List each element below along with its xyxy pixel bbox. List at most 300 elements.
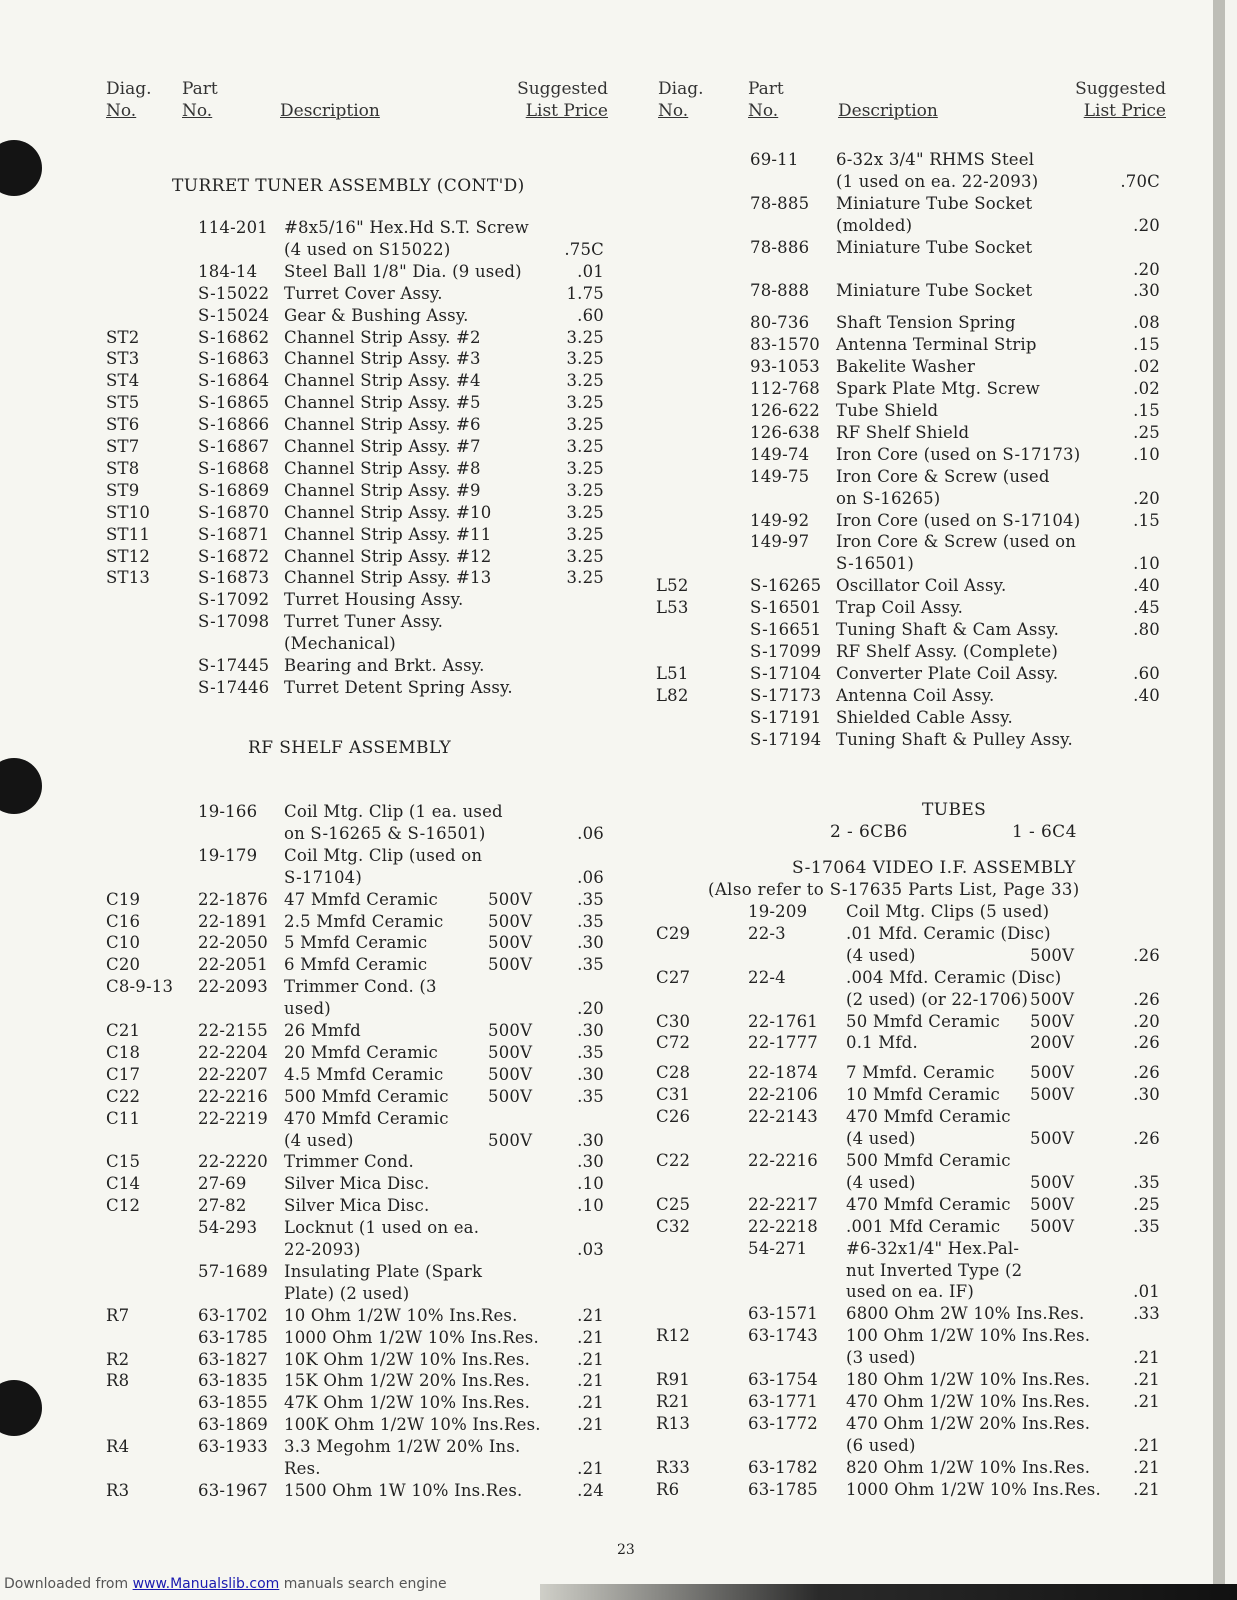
diag-cell: C8-9-13 bbox=[106, 977, 174, 997]
part-cell: 22-2220 bbox=[198, 1152, 268, 1172]
price-cell: .21 bbox=[1133, 1435, 1160, 1455]
diag-cell: ST12 bbox=[106, 546, 151, 566]
description-cell: Silver Mica Disc. bbox=[284, 1174, 430, 1194]
price-cell: .25 bbox=[1133, 422, 1160, 442]
description-cell: 10K Ohm 1/2W 10% Ins.Res. bbox=[284, 1349, 531, 1369]
description-cell: 500 Mmfd Ceramic bbox=[284, 1086, 449, 1106]
description-cell: (2 used) (or 22-1706) bbox=[846, 989, 1028, 1009]
part-cell: 57-1689 bbox=[198, 1261, 268, 1281]
part-cell: 80-736 bbox=[750, 313, 810, 333]
price-cell: .30 bbox=[577, 933, 604, 953]
header-list-price: Suggested List Price bbox=[1075, 79, 1166, 121]
price-cell: 3.25 bbox=[566, 524, 604, 544]
description-cell: 5 Mmfd Ceramic bbox=[284, 933, 428, 953]
price-cell: .26 bbox=[1133, 1063, 1160, 1083]
part-cell: 22-1777 bbox=[748, 1033, 818, 1053]
price-cell: .30 bbox=[577, 1130, 604, 1150]
price-cell: .35 bbox=[577, 911, 604, 931]
part-cell: 22-2219 bbox=[198, 1108, 268, 1128]
price-cell: .15 bbox=[1133, 510, 1160, 530]
description-cell: used on ea. IF) bbox=[846, 1282, 974, 1302]
price-cell: .20 bbox=[1133, 1011, 1160, 1031]
price-cell: 3.25 bbox=[566, 458, 604, 478]
description-cell: on S-16265) bbox=[836, 488, 941, 508]
part-cell: 22-2216 bbox=[748, 1151, 818, 1170]
price-cell: .26 bbox=[1133, 945, 1160, 965]
part-cell: 63-1933 bbox=[198, 1437, 268, 1457]
voltage-cell: 500V bbox=[1030, 1063, 1075, 1083]
description-cell: 50 Mmfd Ceramic bbox=[846, 1011, 1000, 1031]
part-cell: 126-638 bbox=[750, 422, 820, 442]
description-cell: 0.1 Mfd. bbox=[846, 1033, 918, 1053]
diag-cell: C28 bbox=[656, 1063, 691, 1083]
price-cell: .35 bbox=[1133, 1172, 1160, 1192]
description-cell: Turret Tuner Assy. bbox=[284, 612, 444, 632]
diag-cell: R2 bbox=[106, 1349, 130, 1369]
price-cell: .02 bbox=[1133, 379, 1160, 399]
part-cell: S-16867 bbox=[198, 437, 270, 456]
part-cell: S-15024 bbox=[198, 305, 270, 325]
punch-hole bbox=[0, 1380, 42, 1436]
description-cell: Turret Detent Spring Assy. bbox=[284, 677, 513, 697]
diag-cell: L52 bbox=[656, 576, 689, 596]
part-cell: 78-886 bbox=[750, 237, 810, 257]
price-cell: .21 bbox=[1133, 1391, 1160, 1411]
description-cell: Channel Strip Assy. #10 bbox=[284, 502, 492, 522]
diag-cell: ST10 bbox=[106, 502, 151, 522]
description-cell: S-17104) bbox=[284, 867, 363, 887]
diag-cell: L82 bbox=[656, 685, 689, 705]
price-cell: .20 bbox=[1133, 488, 1160, 508]
description-cell: 100K Ohm 1/2W 10% Ins.Res. bbox=[284, 1415, 541, 1435]
part-cell: S-16871 bbox=[198, 524, 270, 544]
voltage-cell: 200V bbox=[1030, 1033, 1075, 1053]
description-cell: used) bbox=[284, 999, 331, 1019]
part-cell: 149-75 bbox=[750, 466, 810, 486]
price-cell: .80 bbox=[1133, 620, 1160, 639]
part-cell: S-16501 bbox=[750, 598, 822, 618]
description-cell: 470 Ohm 1/2W 10% Ins.Res. bbox=[846, 1391, 1091, 1411]
description-cell: Channel Strip Assy. #2 bbox=[284, 327, 481, 347]
part-cell: S-17446 bbox=[198, 677, 270, 697]
part-cell: S-17092 bbox=[198, 590, 270, 610]
price-cell: .10 bbox=[1133, 444, 1160, 464]
voltage-cell: 500V bbox=[1030, 1011, 1075, 1031]
part-cell: S-16862 bbox=[198, 327, 270, 347]
description-cell: 470 Ohm 1/2W 20% Ins.Res. bbox=[846, 1413, 1091, 1433]
description-cell: S-16501) bbox=[836, 554, 915, 574]
diag-cell: C14 bbox=[106, 1174, 141, 1194]
price-cell: .30 bbox=[577, 1021, 604, 1040]
part-cell: S-16651 bbox=[750, 620, 822, 639]
price-cell: .21 bbox=[577, 1393, 604, 1413]
diag-cell: C22 bbox=[106, 1086, 141, 1106]
part-cell: S-15022 bbox=[198, 283, 270, 303]
description-cell: Coil Mtg. Clips (5 used) bbox=[846, 902, 1050, 921]
part-cell: 22-2217 bbox=[748, 1194, 818, 1214]
diag-cell: ST4 bbox=[106, 371, 140, 391]
price-cell: .40 bbox=[1133, 685, 1160, 705]
diag-cell: R4 bbox=[106, 1437, 130, 1457]
diag-cell: C12 bbox=[106, 1196, 141, 1216]
header-list-price: Suggested List Price bbox=[517, 79, 608, 121]
part-cell: 63-1869 bbox=[198, 1415, 268, 1435]
description-cell: Iron Core (used on S-17104) bbox=[836, 510, 1081, 530]
price-cell: .33 bbox=[1133, 1304, 1160, 1324]
diag-cell: R6 bbox=[656, 1479, 680, 1499]
description-cell: #8x5/16" Hex.Hd S.T. Screw bbox=[284, 218, 529, 237]
part-cell: S-16863 bbox=[198, 349, 270, 369]
header-description: Description bbox=[838, 101, 938, 121]
download-footer: Downloaded from www.Manualslib.com manuals search engine bbox=[4, 1576, 447, 1592]
diag-cell: L53 bbox=[656, 598, 689, 618]
price-cell: 3.25 bbox=[566, 546, 604, 566]
price-cell: .25 bbox=[1133, 1194, 1160, 1214]
description-cell: .01 Mfd. Ceramic (Disc) bbox=[846, 923, 1051, 943]
diag-cell: C19 bbox=[106, 889, 141, 909]
part-cell: 19-166 bbox=[198, 802, 258, 821]
description-cell: 20 Mmfd Ceramic bbox=[284, 1042, 438, 1062]
description-cell: Channel Strip Assy. #13 bbox=[284, 568, 492, 588]
scan-shadow bbox=[540, 1584, 1237, 1600]
part-cell: 63-1772 bbox=[748, 1413, 818, 1433]
price-cell: .20 bbox=[1133, 259, 1160, 279]
part-cell: S-17104 bbox=[750, 663, 822, 683]
diag-cell: ST9 bbox=[106, 480, 140, 500]
price-cell: .06 bbox=[577, 867, 604, 887]
diag-cell: C18 bbox=[106, 1042, 141, 1062]
diag-cell: C15 bbox=[106, 1152, 141, 1172]
price-cell: .01 bbox=[577, 261, 604, 281]
diag-cell: C20 bbox=[106, 955, 141, 975]
description-cell: 470 Mmfd Ceramic bbox=[846, 1107, 1011, 1127]
description-cell: Miniature Tube Socket bbox=[836, 281, 1033, 301]
price-cell: .21 bbox=[1133, 1457, 1160, 1477]
diag-cell: C11 bbox=[106, 1108, 141, 1128]
price-cell: .35 bbox=[577, 889, 604, 909]
part-cell: S-17194 bbox=[750, 729, 822, 749]
diag-cell: C32 bbox=[656, 1216, 691, 1236]
description-cell: .004 Mfd. Ceramic (Disc) bbox=[846, 967, 1062, 987]
part-cell: 63-1743 bbox=[748, 1326, 818, 1346]
diag-cell: ST6 bbox=[106, 415, 140, 435]
diag-cell: R3 bbox=[106, 1480, 130, 1500]
section-title: TUBES bbox=[922, 800, 987, 820]
diag-cell: C25 bbox=[656, 1194, 691, 1214]
description-cell: Silver Mica Disc. bbox=[284, 1196, 430, 1216]
diag-cell: R12 bbox=[656, 1326, 691, 1346]
voltage-cell: 500V bbox=[1030, 989, 1075, 1009]
part-cell: S-16265 bbox=[750, 576, 822, 596]
voltage-cell: 500V bbox=[1030, 1129, 1075, 1149]
description-cell: 6-32x 3/4" RHMS Steel bbox=[836, 150, 1035, 169]
diag-cell: C21 bbox=[106, 1021, 141, 1040]
description-cell: Tube Shield bbox=[836, 401, 939, 420]
part-cell: S-16873 bbox=[198, 568, 270, 588]
description-cell: Turret Housing Assy. bbox=[284, 590, 464, 610]
diag-cell: ST13 bbox=[106, 568, 151, 588]
part-cell: 63-1827 bbox=[198, 1349, 268, 1369]
part-cell: 22-1761 bbox=[748, 1011, 818, 1031]
description-cell: Channel Strip Assy. #3 bbox=[284, 349, 481, 369]
price-cell: 3.25 bbox=[566, 480, 604, 500]
diag-cell: C30 bbox=[656, 1011, 691, 1031]
voltage-cell: 500V bbox=[488, 911, 533, 931]
part-cell: 63-1702 bbox=[198, 1305, 268, 1325]
price-cell: .21 bbox=[577, 1415, 604, 1435]
description-cell: 6 Mmfd Ceramic bbox=[284, 955, 428, 975]
part-cell: S-17191 bbox=[750, 707, 822, 727]
part-cell: 78-888 bbox=[750, 281, 810, 301]
description-cell: 3.3 Megohm 1/2W 20% Ins. bbox=[284, 1437, 521, 1457]
part-cell: 22-1876 bbox=[198, 889, 268, 909]
price-cell: .30 bbox=[577, 1152, 604, 1172]
description-cell: (4 used) bbox=[846, 1129, 916, 1149]
price-cell: .21 bbox=[577, 1305, 604, 1325]
price-cell: .15 bbox=[1133, 401, 1160, 420]
price-cell: .35 bbox=[1133, 1216, 1160, 1236]
part-cell: 78-885 bbox=[750, 193, 810, 213]
price-cell: 3.25 bbox=[566, 568, 604, 588]
part-cell: S-16866 bbox=[198, 415, 270, 435]
description-cell: Locknut (1 used on ea. bbox=[284, 1218, 480, 1238]
diag-cell: C72 bbox=[656, 1033, 691, 1053]
price-cell: .21 bbox=[577, 1327, 604, 1347]
part-cell: 22-2155 bbox=[198, 1021, 268, 1040]
diag-cell: L51 bbox=[656, 663, 689, 683]
price-cell: .26 bbox=[1133, 989, 1160, 1009]
part-cell: 63-1785 bbox=[198, 1327, 268, 1347]
description-cell: 1000 Ohm 1/2W 10% Ins.Res. bbox=[846, 1479, 1101, 1499]
part-cell: 63-1835 bbox=[198, 1371, 268, 1391]
description-cell: Turret Cover Assy. bbox=[284, 283, 443, 303]
part-cell: 22-4 bbox=[748, 967, 786, 987]
part-cell: 83-1570 bbox=[750, 335, 820, 355]
description-cell: Iron Core & Screw (used on bbox=[836, 532, 1077, 552]
description-cell: Shaft Tension Spring bbox=[836, 313, 1016, 333]
section-title: TURRET TUNER ASSEMBLY (CONT'D) bbox=[172, 176, 525, 196]
description-cell: Spark Plate Mtg. Screw bbox=[836, 379, 1040, 399]
header-part-no: Part No. bbox=[182, 79, 218, 121]
part-cell: 19-209 bbox=[748, 902, 808, 921]
description-cell: 47K Ohm 1/2W 10% Ins.Res. bbox=[284, 1393, 531, 1413]
part-cell: S-16869 bbox=[198, 480, 270, 500]
description-cell: (6 used) bbox=[846, 1435, 916, 1455]
diag-cell: R91 bbox=[656, 1370, 691, 1389]
diag-cell: C10 bbox=[106, 933, 141, 953]
price-cell: .60 bbox=[1133, 663, 1160, 683]
description-cell: (4 used) bbox=[284, 1130, 354, 1150]
header-part-no: Part No. bbox=[748, 79, 784, 121]
description-cell: Plate) (2 used) bbox=[284, 1283, 410, 1303]
price-cell: .10 bbox=[1133, 554, 1160, 574]
description-cell: 10 Ohm 1/2W 10% Ins.Res. bbox=[284, 1305, 518, 1325]
description-cell: Converter Plate Coil Assy. bbox=[836, 663, 1059, 683]
description-cell: 10 Mmfd Ceramic bbox=[846, 1085, 1000, 1105]
section-title: S-17064 VIDEO I.F. ASSEMBLY bbox=[792, 858, 1076, 878]
description-cell: Channel Strip Assy. #12 bbox=[284, 546, 492, 566]
description-cell: (4 used) bbox=[846, 1172, 916, 1192]
description-cell: Miniature Tube Socket bbox=[836, 193, 1033, 213]
price-cell: .20 bbox=[577, 999, 604, 1019]
price-cell: .30 bbox=[1133, 1085, 1160, 1105]
part-cell: 63-1785 bbox=[748, 1479, 818, 1499]
price-cell: .30 bbox=[1133, 281, 1160, 301]
description-cell: Res. bbox=[284, 1459, 321, 1478]
price-cell: .20 bbox=[1133, 215, 1160, 235]
price-cell: .15 bbox=[1133, 335, 1160, 355]
part-cell: S-16870 bbox=[198, 502, 270, 522]
diag-cell: C22 bbox=[656, 1151, 691, 1170]
description-cell: 470 Mmfd Ceramic bbox=[846, 1194, 1011, 1214]
diag-cell: R8 bbox=[106, 1371, 130, 1391]
description-cell: (3 used) bbox=[846, 1348, 916, 1368]
description-cell: 26 Mmfd bbox=[284, 1021, 361, 1040]
part-cell: 69-11 bbox=[750, 150, 799, 169]
price-cell: .40 bbox=[1133, 576, 1160, 596]
part-cell: 63-1771 bbox=[748, 1391, 818, 1411]
price-cell: 3.25 bbox=[566, 349, 604, 369]
description-cell: Bearing and Brkt. Assy. bbox=[284, 656, 485, 675]
description-cell: (1 used on ea. 22-2093) bbox=[836, 171, 1039, 191]
description-cell: Antenna Coil Assy. bbox=[836, 685, 995, 705]
description-cell: on S-16265 & S-16501) bbox=[284, 823, 486, 843]
part-cell: 149-92 bbox=[750, 510, 810, 530]
price-cell: .75C bbox=[564, 239, 604, 259]
description-cell: Shielded Cable Assy. bbox=[836, 707, 1013, 727]
part-cell: S-16872 bbox=[198, 546, 270, 566]
diag-cell: R33 bbox=[656, 1457, 691, 1477]
description-cell: Oscillator Coil Assy. bbox=[836, 576, 1007, 596]
price-cell: .70C bbox=[1120, 171, 1160, 191]
description-cell: Channel Strip Assy. #7 bbox=[284, 437, 481, 456]
part-cell: 22-2050 bbox=[198, 933, 268, 953]
punch-hole bbox=[0, 140, 42, 196]
part-cell: 22-1891 bbox=[198, 911, 268, 931]
description-cell: 4.5 Mmfd Ceramic bbox=[284, 1064, 444, 1084]
description-cell: #6-32x1/4" Hex.Pal- bbox=[846, 1238, 1020, 1258]
diag-cell: ST2 bbox=[106, 327, 140, 347]
diag-cell: ST3 bbox=[106, 349, 140, 369]
part-cell: 184-14 bbox=[198, 261, 258, 281]
description-cell: 1000 Ohm 1/2W 10% Ins.Res. bbox=[284, 1327, 539, 1347]
description-cell: Gear & Bushing Assy. bbox=[284, 305, 469, 325]
price-cell: .26 bbox=[1133, 1033, 1160, 1053]
price-cell: .10 bbox=[577, 1196, 604, 1216]
description-cell: Channel Strip Assy. #6 bbox=[284, 415, 481, 435]
price-cell: .35 bbox=[577, 955, 604, 975]
price-cell: 3.25 bbox=[566, 502, 604, 522]
part-cell: 54-271 bbox=[748, 1238, 808, 1258]
description-cell: Channel Strip Assy. #5 bbox=[284, 393, 481, 413]
description-cell: (4 used) bbox=[846, 945, 916, 965]
description-cell: .001 Mfd Ceramic bbox=[846, 1216, 1001, 1236]
part-cell: 149-74 bbox=[750, 444, 810, 464]
description-cell: 22-2093) bbox=[284, 1240, 361, 1259]
price-cell: .08 bbox=[1133, 313, 1160, 333]
description-cell: Trap Coil Assy. bbox=[836, 598, 964, 618]
price-cell: .21 bbox=[1133, 1370, 1160, 1389]
part-cell: S-16865 bbox=[198, 393, 270, 413]
description-cell: 6800 Ohm 2W 10% Ins.Res. bbox=[846, 1304, 1085, 1324]
header-diag-no: Diag. No. bbox=[658, 79, 704, 121]
part-cell: 22-2106 bbox=[748, 1085, 818, 1105]
voltage-cell: 500V bbox=[1030, 1194, 1075, 1214]
price-cell: .30 bbox=[577, 1064, 604, 1084]
voltage-cell: 500V bbox=[488, 1042, 533, 1062]
price-cell: .06 bbox=[577, 823, 604, 843]
description-cell: Steel Ball 1/8" Dia. (9 used) bbox=[284, 261, 522, 281]
description-cell: Trimmer Cond. bbox=[284, 1152, 414, 1172]
description-cell: 15K Ohm 1/2W 20% Ins.Res. bbox=[284, 1371, 531, 1391]
diag-cell: ST11 bbox=[106, 524, 151, 544]
part-cell: 22-2143 bbox=[748, 1107, 818, 1127]
price-cell: 3.25 bbox=[566, 393, 604, 413]
part-cell: 22-2204 bbox=[198, 1042, 268, 1062]
part-cell: 63-1782 bbox=[748, 1457, 818, 1477]
part-cell: 22-2093 bbox=[198, 977, 268, 997]
tubes-list: 1 - 6C4 bbox=[1012, 822, 1077, 842]
description-cell: Channel Strip Assy. #11 bbox=[284, 524, 492, 544]
diag-cell: R13 bbox=[656, 1413, 691, 1433]
manualslib-link[interactable]: www.Manualslib.com bbox=[132, 1576, 280, 1592]
part-cell: 63-1571 bbox=[748, 1304, 818, 1324]
price-cell: .45 bbox=[1133, 598, 1160, 618]
description-cell: 1500 Ohm 1W 10% Ins.Res. bbox=[284, 1480, 523, 1500]
voltage-cell: 500V bbox=[488, 955, 533, 975]
description-cell: Channel Strip Assy. #8 bbox=[284, 458, 481, 478]
part-cell: 63-1967 bbox=[198, 1480, 268, 1500]
price-cell: .60 bbox=[577, 305, 604, 325]
punch-hole bbox=[0, 758, 42, 814]
diag-cell: C16 bbox=[106, 911, 141, 931]
description-cell: Trimmer Cond. (3 bbox=[284, 977, 437, 997]
description-cell: 820 Ohm 1/2W 10% Ins.Res. bbox=[846, 1457, 1091, 1477]
description-cell: Antenna Terminal Strip bbox=[836, 335, 1037, 355]
price-cell: .21 bbox=[577, 1459, 604, 1478]
price-cell: .21 bbox=[577, 1349, 604, 1369]
voltage-cell: 500V bbox=[1030, 1216, 1075, 1236]
price-cell: 3.25 bbox=[566, 371, 604, 391]
part-cell: S-17099 bbox=[750, 641, 822, 661]
part-cell: 22-1874 bbox=[748, 1063, 818, 1083]
description-cell: (molded) bbox=[836, 215, 913, 235]
price-cell: .24 bbox=[577, 1480, 604, 1500]
part-cell: 22-2051 bbox=[198, 955, 268, 975]
description-cell: nut Inverted Type (2 bbox=[846, 1260, 1023, 1280]
voltage-cell: 500V bbox=[1030, 945, 1075, 965]
part-cell: S-17445 bbox=[198, 656, 270, 675]
description-cell: Channel Strip Assy. #9 bbox=[284, 480, 481, 500]
description-cell: 500 Mmfd Ceramic bbox=[846, 1151, 1011, 1170]
description-cell: 47 Mmfd Ceramic bbox=[284, 889, 438, 909]
part-cell: 114-201 bbox=[198, 218, 268, 237]
description-cell: Tuning Shaft & Cam Assy. bbox=[836, 620, 1060, 639]
description-cell: RF Shelf Shield bbox=[836, 422, 970, 442]
description-cell: 2.5 Mmfd Ceramic bbox=[284, 911, 444, 931]
header-description: Description bbox=[280, 101, 380, 121]
part-cell: 126-622 bbox=[750, 401, 820, 420]
diag-cell: ST5 bbox=[106, 393, 140, 413]
diag-cell: R7 bbox=[106, 1305, 130, 1325]
price-cell: .02 bbox=[1133, 357, 1160, 377]
description-cell: Iron Core (used on S-17173) bbox=[836, 444, 1081, 464]
description-cell: 470 Mmfd Ceramic bbox=[284, 1108, 449, 1128]
price-cell: .35 bbox=[577, 1086, 604, 1106]
description-cell: 180 Ohm 1/2W 10% Ins.Res. bbox=[846, 1370, 1091, 1389]
price-cell: .10 bbox=[577, 1174, 604, 1194]
price-cell: .21 bbox=[1133, 1348, 1160, 1368]
